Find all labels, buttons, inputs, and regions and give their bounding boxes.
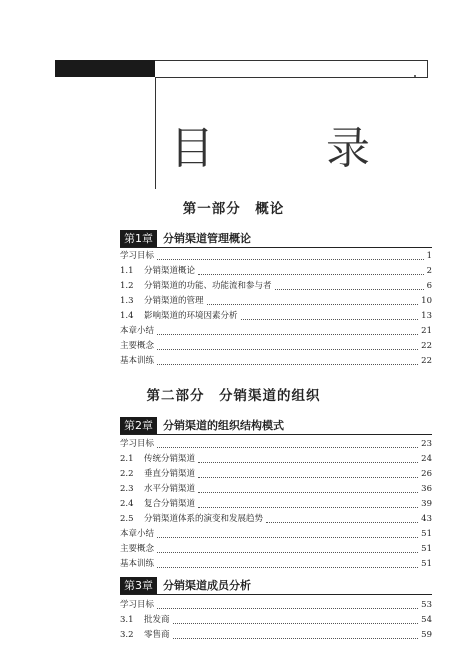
toc-entry[interactable] <box>120 498 432 511</box>
part-title: 第一部分 概论 <box>182 201 285 217</box>
toc-entry[interactable] <box>120 614 432 627</box>
toc-entry[interactable] <box>120 310 432 323</box>
toc-entry-page: 51 <box>421 544 432 554</box>
toc-entry-page: 53 <box>421 600 432 610</box>
toc-leader <box>198 461 418 463</box>
toc-entry-page: 23 <box>421 439 432 449</box>
toc-entry-page: 51 <box>421 529 432 539</box>
toc-leader <box>157 536 418 538</box>
toc-entry-text: 本章小结 <box>120 326 155 336</box>
part-title: 第二部分 分销渠道的组织 <box>146 388 321 404</box>
toc-leader <box>275 288 424 290</box>
toc-entry-page: 24 <box>421 454 432 464</box>
toc-leader <box>157 348 418 350</box>
toc-entry-text: 传统分销渠道 <box>144 454 196 464</box>
toc-entry-page: 2 <box>426 266 432 276</box>
toc-entry-number: 1.2 <box>120 281 134 291</box>
toc-entry-page: 22 <box>421 341 432 351</box>
toc-entry[interactable] <box>120 325 432 338</box>
toc-entry[interactable] <box>120 250 432 263</box>
toc-entry[interactable] <box>120 340 432 353</box>
toc-entry-number: 1.3 <box>120 296 134 306</box>
header-frame-line <box>155 60 428 78</box>
toc-entry[interactable] <box>120 265 432 278</box>
toc-entry-text: 零售商 <box>144 630 170 640</box>
toc-leader <box>157 258 424 260</box>
toc-entry[interactable] <box>120 528 432 541</box>
toc-entry-page: 1 <box>426 251 432 261</box>
chapter-heading <box>120 576 432 595</box>
toc-leader <box>198 476 418 478</box>
chapter-tag: 第2章 <box>120 417 157 434</box>
toc-entry-number: 2.5 <box>120 514 134 524</box>
toc-entry[interactable] <box>120 355 432 368</box>
header-black-bar <box>55 60 155 77</box>
toc-entry[interactable] <box>120 629 432 642</box>
toc-leader <box>157 333 418 335</box>
toc-leader <box>198 506 418 508</box>
toc-entry-text: 水平分销渠道 <box>144 484 196 494</box>
header-dot <box>414 75 416 77</box>
toc-leader <box>198 491 418 493</box>
toc-entry-text: 学习目标 <box>120 439 155 449</box>
page-title: 目 录 <box>170 123 404 174</box>
toc-entry[interactable] <box>120 468 432 481</box>
toc-leader <box>173 622 419 624</box>
toc-leader <box>266 521 418 523</box>
toc-entry-text: 本章小结 <box>120 529 155 539</box>
toc-entry-page: 43 <box>421 514 432 524</box>
toc-entry-text: 主要概念 <box>120 544 155 554</box>
toc-entry-text: 学习目标 <box>120 251 155 261</box>
toc-entry-text: 分销渠道体系的演变和发展趋势 <box>144 514 264 524</box>
toc-entry-text: 分销渠道的管理 <box>144 296 204 306</box>
chapter-title: 分销渠道管理概论 <box>163 232 251 245</box>
toc-entry-page: 36 <box>421 484 432 494</box>
toc-leader <box>157 607 418 609</box>
toc-entry-page: 26 <box>421 469 432 479</box>
toc-leader <box>198 273 424 275</box>
toc-entry-page: 21 <box>421 326 432 336</box>
toc-entry-page: 54 <box>421 615 432 625</box>
toc-entry-text: 学习目标 <box>120 600 155 610</box>
toc-entry-text: 复合分销渠道 <box>144 499 196 509</box>
toc-entry[interactable] <box>120 558 432 571</box>
toc-leader <box>207 303 419 305</box>
toc-leader <box>157 363 418 365</box>
toc-entry-number: 3.2 <box>120 630 134 640</box>
toc-entry[interactable] <box>120 599 432 612</box>
chapter-tag: 第1章 <box>120 230 157 247</box>
toc-entry[interactable] <box>120 483 432 496</box>
toc-leader <box>157 551 418 553</box>
toc-entry-number: 1.4 <box>120 311 134 321</box>
chapter-heading <box>120 229 432 248</box>
toc-entry-text: 基本训练 <box>120 356 155 366</box>
chapter-heading <box>120 416 432 435</box>
toc-entry-page: 13 <box>421 311 432 321</box>
toc-entry-number: 2.1 <box>120 454 134 464</box>
toc-entry-number: 2.4 <box>120 499 134 509</box>
toc-entry-page: 51 <box>421 559 432 569</box>
toc-entry-text: 影响渠道的环境因素分析 <box>144 311 238 321</box>
toc-entry-number: 1.1 <box>120 266 134 276</box>
vertical-rule <box>155 77 156 189</box>
toc-entry[interactable] <box>120 295 432 308</box>
toc-entry-page: 22 <box>421 356 432 366</box>
toc-leader <box>157 566 418 568</box>
toc-entry-number: 3.1 <box>120 615 134 625</box>
toc-entry-text: 分销渠道的功能、功能流和参与者 <box>144 281 272 291</box>
toc-entry-text: 垂直分销渠道 <box>144 469 196 479</box>
chapter-tag: 第3章 <box>120 577 157 594</box>
toc-entry-page: 10 <box>421 296 432 306</box>
toc-entry-text: 基本训练 <box>120 559 155 569</box>
toc-entry-number: 2.2 <box>120 469 134 479</box>
toc-entry-page: 59 <box>421 630 432 640</box>
toc-entry-text: 主要概念 <box>120 341 155 351</box>
toc-entry[interactable] <box>120 513 432 526</box>
toc-leader <box>241 318 419 320</box>
toc-entry[interactable] <box>120 543 432 556</box>
chapter-title: 分销渠道的组织结构模式 <box>163 419 284 432</box>
toc-entry-number: 2.3 <box>120 484 134 494</box>
toc-entry[interactable] <box>120 280 432 293</box>
chapter-title: 分销渠道成员分析 <box>163 579 251 592</box>
toc-entry-page: 39 <box>421 499 432 509</box>
toc-leader <box>173 637 419 639</box>
toc-entry[interactable] <box>120 438 432 451</box>
toc-entry[interactable] <box>120 453 432 466</box>
toc-leader <box>157 446 418 448</box>
toc-entry-text: 分销渠道概论 <box>144 266 196 276</box>
toc-entry-page: 6 <box>426 281 432 291</box>
toc-entry-text: 批发商 <box>144 615 170 625</box>
